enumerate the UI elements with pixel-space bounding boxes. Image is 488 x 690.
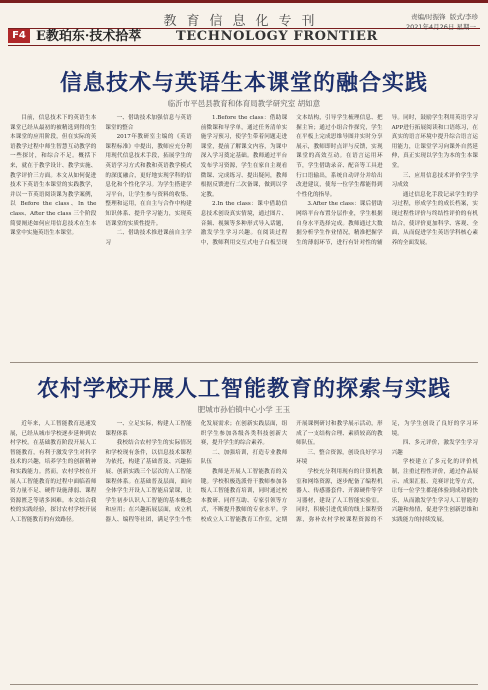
section-title: E教珀东·技术拾萃 — [36, 29, 142, 44]
bottom-rule — [10, 684, 478, 685]
article-2-byline: 肥城市孙伯镇中心小学 王玉 — [197, 405, 291, 414]
article-2-subheading: 二、加强培训，打造专业教师队伍 — [200, 449, 288, 466]
top-rule — [0, 0, 488, 3]
section-title-english: TECHNOLOGY FRONTIER — [176, 29, 378, 44]
article-2-body — [10, 420, 478, 682]
article-2-paragraph: 学校建立了多元化的评价机制，注重过程性评价，通过作品展示、成果汇报、竞赛评比等方式，让每一位学生都能体验到成功的快乐，从而激发学生学习人工智能的兴趣和热情，促进学生创新思维和实践能力的持续发展。 — [391, 459, 478, 523]
article-divider — [10, 362, 478, 363]
article-1-paragraph: 2.In the class：课中借助信息技术创设真实情境，通过图片、音频、视频等多种形式导入话题，激发学生学习兴趣。在阅读过程中，教师利用交互式电子白板呈现文本结构，引导学生梳理信息、把握主旨；通过小组合作探究，学生在平板上完成思维导图并实时分享展示，教师即时点评与反馈，实现课堂的高效互动。在语言运用环节，学生借助录音、配音等工具进行口语输出，系统自动评分并给出改进建议，使每一位学生都能得到个性化的指导。 — [200, 115, 383, 246]
article-1-headline: 信息技术与英语生本课堂的融合实践 — [59, 71, 428, 96]
article-1-subheading: 三、应用信息技术评价学生学习成效 — [391, 172, 478, 189]
layout-credit: 版式/李珍 — [449, 13, 478, 21]
article-1-subheading: 一、借助技术加强信息与英语课堂的整合 — [105, 115, 192, 131]
editor-credits — [411, 12, 478, 22]
editor-credit: 责编/时振锋 — [410, 13, 446, 21]
article-1-subheading: 二、借助技术推进课前自主学习 — [105, 230, 192, 246]
article-2-subheading: 三、整合资源，创设良好学习环境 — [296, 449, 383, 466]
article-2-subheading: 一、立足实际，构建人工智能课程体系 — [105, 421, 192, 437]
banner-title: 教育信息化专刊 — [163, 14, 325, 29]
article-2-paragraph: 我校结合农村学生的实际情况和学校现有条件，以信息技术课程为依托，构建了基础普及、兴趣拓展、创新实践三个层次的人工智能课程体系。在基础普及层面，面向全体学生开设人工智能启蒙课，让学生初步认识人工智能的基本概念和应用；在兴趣拓展层面，成立机器人、编程等社团，满足学生个性化发展需求；在创新实践层面，组织学生参加各级各类科技创新大赛，提升学生的综合素养。 — [105, 421, 288, 523]
page-number: F4 — [8, 29, 30, 43]
article-1-paragraph: 3.After the class：课后借助网络平台布置分层作业，学生根据自身水平选择完成。教师通过大数据分析学生作业情况，精准把握学生的薄弱环节，进行有针对性的辅导。同时，鼓励学生利用英语学习APP进行拓展阅读和口语练习，在真实的语言环境中提升综合语言运用能力，让课堂学习向课外自然延伸，真正实现以学生为本的生本课堂。 — [296, 115, 478, 246]
article-1-paragraph: 通过信息化手段记录学生的学习过程，形成学生的成长档案，实现过程性评价与终结性评价的有机结合，使评价更加科学、客观、全面，从而促进学生英语学科核心素养的全面发展。 — [391, 191, 478, 246]
article-1-paragraph: 目前，信息技术下的英语生本课堂已经从最初的被精选到得的生本课堂的应用阶段，但在实际的英语教学过程中师生智慧互动教学的一些探讨，和综合不足。概括下来，就在于教学设计、教学实施、教学评价三方面。本文从如何促进技术下英语生本课堂的实践教学，并以一节英语阅读课为教学案例，以 Before the class、In the class、After the class 三个阶段简要阐述如何应用信息技术在生本课堂中实施英语生本课堂。 — [10, 115, 97, 237]
article-2-paragraph: 近年来，人工智能教育迅速发展，已经从城市学校逐步延伸到农村学校。在基础教育阶段开展人工智能教育，有利于激发学生对科学技术的兴趣，培养学生的创新精神和实践能力。然而，农村学校在开展人工智能教育的过程中面临着师资力量不足、硬件设施薄弱、课程资源匮乏等诸多困难。本文结合我校的实践经验，探讨农村学校开展人工智能教育的有效路径。 — [10, 421, 97, 523]
article-2-paragraph: 学校充分利用现有的计算机教室和网络资源，逐步配备了编程机器人、传感器套件、开源硬件等学习器材，建设了人工智能实验室。同时，积极引进优质的线上课程资源，弥补农村学校课程资源的不足，为学生创设了良好的学习环境。 — [296, 421, 478, 523]
article-1-paragraph: 2017年教研室主编的《英语课程标准》中提出，教师应充分利用现代信息技术手段，拓展学生的英语学习方式和教和英语教学模式的深度融合，更好地实现学科的信息化和个性化学习。为学生搭建学习平台，让学生参与资料的收集、整理和运用，在自主与合作中构建知识体系、提升学习能力，实现英语课堂的实质性提升。 — [105, 134, 192, 227]
article-2-subheading: 四、多元评价，激发学生学习兴趣 — [391, 440, 478, 456]
article-1-paragraph: 1.Before the class：借助课前微课和导学单，通过任务清单实施学习预习，使学生带着问题走进课堂，提前了解课文内容，为课中深入学习奠定基础。教师通过平台发布学习资源，学生在家自主观看微课、完成练习、提出疑问，教师根据反馈进行二次备课，做到以学定教。 — [200, 115, 288, 198]
issue-date: 2021年4月26日 星期一 — [405, 23, 476, 31]
article-1-byline: 临沂市平邑县教育和体育局教学研究室 胡如意 — [167, 99, 321, 108]
article-2-paragraph: 教师是开展人工智能教育的关键。学校积极选派骨干教师参加各级人工智能教育培训，同时通过校本教研、同伴互助、专家引领等方式，不断提升教师的专业水平。学校成立人工智能教育工作室，定期开展课例研讨和教学展示活动，形成了一支结构合理、素质较高的教师队伍。 — [200, 421, 383, 523]
article-2-headline: 农村学校开展人工智能教育的探索与实践 — [36, 377, 451, 402]
article-1-body — [10, 114, 478, 357]
